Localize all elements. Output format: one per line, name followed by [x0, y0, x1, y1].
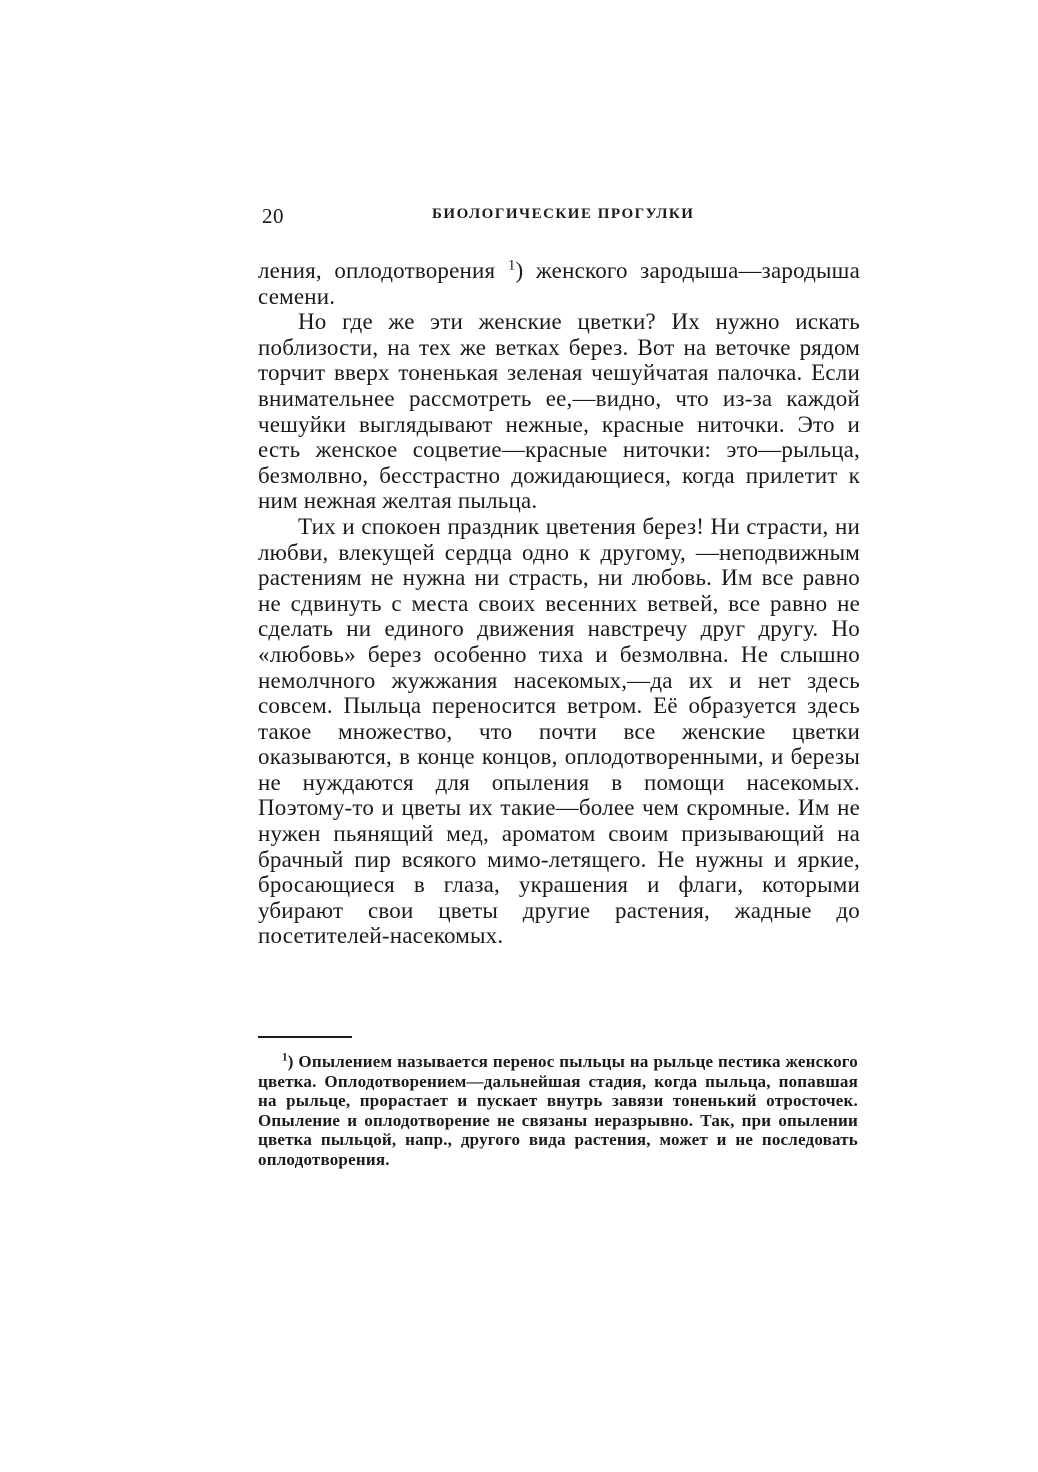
footnote-reference: 1: [507, 257, 516, 274]
paragraph-1: [258, 258, 860, 309]
footnote-text: ) Опылением называется перенос пыльцы на рыльце пестика женского цветка. Оплодотворением—дальнейшая стадия, когда пыльца, попавшая на рыльце, прорастает и пускает внутрь завязи тоненький отросточек. Опыление и оплодотворение не связаны неразрывно. Так, при опылении цветка пыльцой, напр., другого вида растения, может и не последовать оплодотворения.: [258, 1052, 858, 1169]
page-number: 20: [262, 204, 284, 228]
footnote-divider: [258, 1036, 352, 1038]
running-title: БИОЛОГИЧЕСКИЕ ПРОГУЛКИ: [432, 206, 695, 222]
main-text: [258, 258, 860, 949]
footnote: [258, 1052, 858, 1169]
paragraph-3: Тих и спокоен праздник цветения берез! Ни страсти, ни любви, влекущей сердца одно к другому, —неподвижным растениям не нужна ни страсть, ни любовь. Им все равно не сдвинуть с места своих весенних ветвей, все равно не сделать ни единого движения навстречу друг другу. Но «любовь» берез особенно тиха и безмолвна. Не слышно немолчного жужжания насекомых,—да их и нет здесь совсем. Пыльца переносится ветром. Её образуется здесь такое множество, что почти все женские цветки оказываются, в конце концов, оплодотворенными, и березы не нуждаются для опыления в помощи насекомых. Поэтому-то и цветы их такие—более чем скромные. Им не нужен пьянящий мед, ароматом своим призывающий на брачный пир всякого мимо-летящего. Не нужны и яркие, бросающиеся в глаза, украшения и флаги, которыми убирают свои цветы другие растения, жадные до посетителей-насекомых.: [258, 513, 860, 949]
footnote-marker: 1: [282, 1051, 288, 1064]
paragraph-2: Но где же эти женские цветки? Их нужно искать поблизости, на тех же ветках берез. Вот на веточке рядом торчит вверх тоненькая зеленая чешуйчатая палочка. Если внимательнее рассмотреть ее,—видно, что из-за каждой чешуйки выглядывают нежные, красные ниточки. Это и есть женское соцветие—красные ниточки: это—рыльца, безмолвно, бесстрастно дожидающиеся, когда прилетит к ним нежная желтая пыльца.: [258, 309, 860, 514]
paragraph-1-end: ) женского зародыша—зародыша семени.: [258, 258, 860, 309]
paragraph-1-start: ления, оплодотворения: [258, 258, 508, 283]
